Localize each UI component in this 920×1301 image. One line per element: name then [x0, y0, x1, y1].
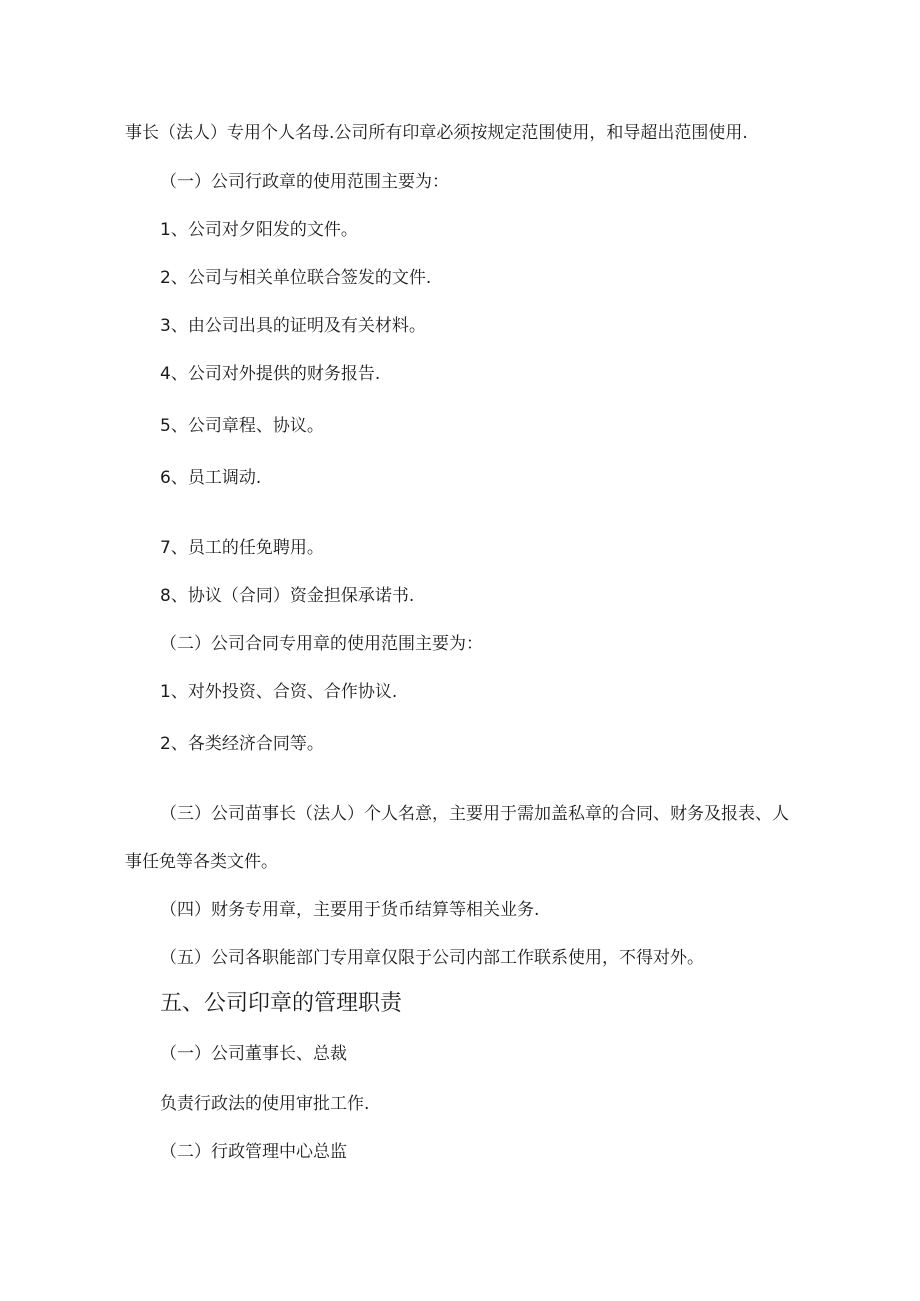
section-chairman-seal: （三）公司苗事长（法人）个人名意，主要用于需加盖私章的合同、财务及报表、人: [160, 804, 789, 824]
list-item-6: 6、员工调动.: [160, 468, 262, 488]
section-chairman-seal-continued: 事任免等各类文件。: [125, 852, 278, 872]
list-item-2: 2、公司与相关单位联合签发的文件.: [160, 268, 432, 288]
subsection-chairman-president: （一）公司董事长、总裁: [160, 1044, 347, 1064]
section-admin-seal-scope: （一）公司行政章的使用范围主要为：: [160, 172, 449, 192]
section-finance-seal: （四）财务专用章，主要用于货币结算等相关业务.: [160, 900, 540, 920]
list-item-1: 1、公司对夕阳发的文件。: [160, 220, 358, 240]
paragraph-approval-duty: 负责行政法的使用审批工作.: [160, 1094, 370, 1114]
list-item-2: 2、各类经济合同等。: [160, 734, 324, 754]
list-item-8: 8、协议（合同）资金担保承诺书.: [160, 586, 415, 606]
section-department-seal: （五）公司各职能部门专用章仅限于公司内部工作联系使用，不得对外。: [160, 948, 704, 968]
heading-seal-management-duties: 五、公司印章的管理职责: [160, 991, 403, 1016]
list-item-4: 4、公司对外提供的财务报告.: [160, 364, 381, 384]
section-contract-seal-scope: （二）公司合同专用章的使用范围主要为：: [160, 634, 483, 654]
list-item-7: 7、员工的任免聘用。: [160, 538, 324, 558]
subsection-admin-center-director: （二）行政管理中心总监: [160, 1142, 347, 1162]
list-item-3: 3、由公司出具的证明及有关材料。: [160, 316, 426, 336]
paragraph-seal-usage-rule: 事长（法人）专用个人名母.公司所有印章必须按规定范围使用，和导超出范围使用.: [125, 123, 748, 143]
list-item-1: 1、对外投资、合资、合作协议.: [160, 682, 398, 702]
list-item-5: 5、公司章程、协议。: [160, 416, 324, 436]
